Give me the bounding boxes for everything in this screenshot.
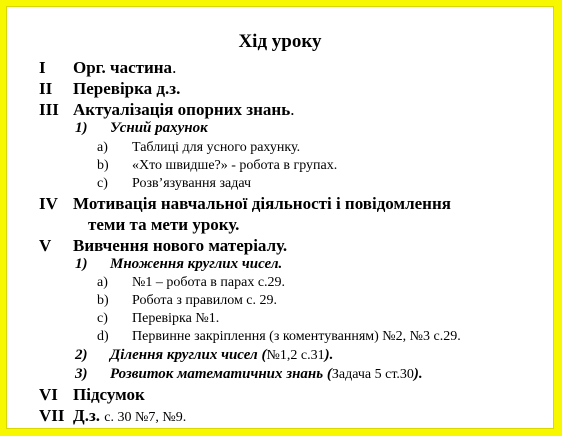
subsection-heading: Розвиток математичних знань (Задача 5 ст.30).	[110, 366, 423, 382]
section-heading-cont: теми та мети уроку.	[88, 215, 240, 234]
item-letter: b)	[97, 293, 109, 308]
section-heading: Підсумок	[73, 385, 145, 404]
list-item: №1 – робота в парах с.29.	[132, 275, 286, 290]
section-num: II	[39, 79, 53, 98]
section-num: I	[39, 58, 46, 77]
list-item: Розв’язування задач	[132, 176, 252, 191]
section-num: VI	[39, 385, 58, 404]
document-page	[6, 6, 554, 429]
subsection-heading: Множення круглих чисел.	[110, 256, 283, 272]
page-title: Хід уроку	[238, 31, 322, 52]
section-heading: Мотивація навчальної діяльності і повідомлення	[73, 194, 451, 213]
section-num: V	[39, 236, 52, 255]
subsection-num: 1)	[75, 256, 88, 272]
subsection-heading: Усний рахунок	[110, 120, 208, 136]
subsection-num: 2)	[75, 347, 88, 363]
section-num: IV	[39, 194, 58, 213]
item-letter: c)	[97, 311, 108, 326]
list-item: «Хто швидше?» - робота в групах.	[132, 158, 338, 173]
list-item: Первинне закріплення (з коментуванням) №2, №3 с.29.	[132, 329, 461, 344]
section-num: III	[39, 100, 59, 119]
section-heading: Актуалізація опорних знань.	[73, 100, 295, 119]
section-heading: Орг. частина.	[73, 58, 177, 77]
subsection-num: 1)	[75, 120, 88, 136]
subsection-heading: Ділення круглих чисел (№1,2 с.31).	[110, 347, 334, 363]
section-heading: Д.з. с. 30 №7, №9.	[73, 406, 187, 425]
section-heading: Перевірка д.з.	[73, 79, 181, 98]
item-letter: b)	[97, 158, 109, 173]
list-item: Робота з правилом с. 29.	[132, 293, 278, 308]
section-num: VII	[39, 406, 65, 425]
list-item: Перевірка №1.	[132, 311, 220, 326]
list-item: Таблиці для усного рахунку.	[132, 140, 301, 155]
item-letter: c)	[97, 176, 108, 191]
section-heading: Вивчення нового матеріалу.	[73, 236, 288, 255]
item-letter: d)	[97, 329, 109, 344]
item-letter: a)	[97, 140, 108, 155]
item-letter: a)	[97, 275, 108, 290]
subsection-num: 3)	[75, 366, 88, 382]
